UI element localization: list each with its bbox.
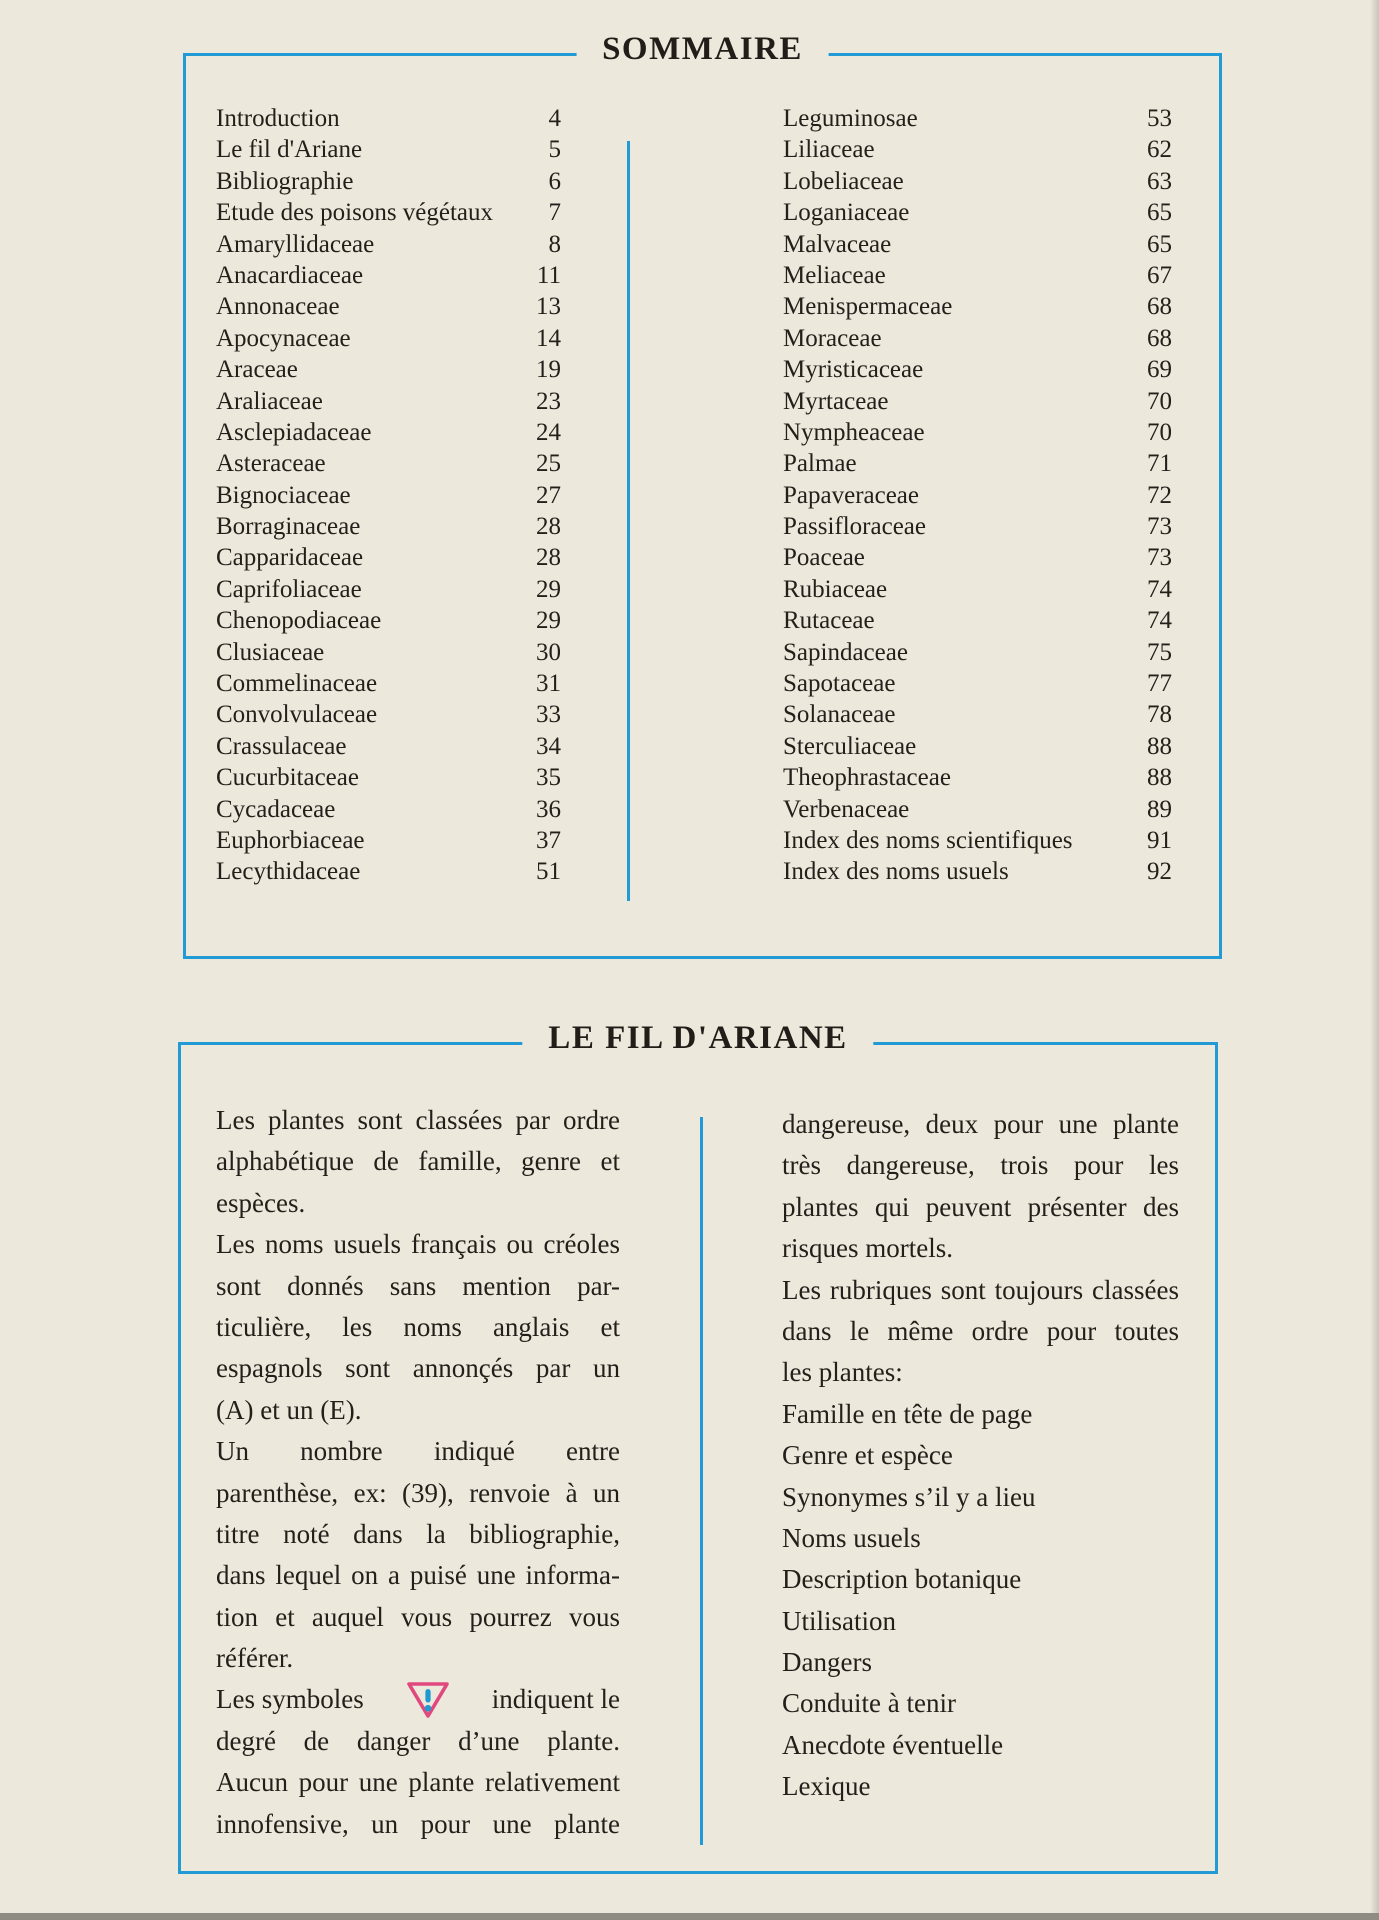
toc-entry: [783, 354, 1172, 385]
sommaire-title: SOMMAIRE: [576, 31, 829, 68]
toc-entry-page-number: 37: [536, 826, 561, 854]
column-divider: [627, 141, 630, 901]
toc-entry: [216, 605, 561, 636]
toc-entry-page-number: 74: [1147, 575, 1172, 603]
toc-entry: [216, 386, 561, 417]
toc-entry: [783, 417, 1172, 448]
toc-entry-label: Lobeliaceae: [783, 167, 904, 195]
toc-entry-page-number: 88: [1147, 732, 1172, 760]
toc-entry-page-number: 14: [536, 324, 561, 352]
toc-entry: [216, 856, 561, 887]
toc-entry-page-number: 4: [548, 105, 561, 132]
toc-entry: [783, 668, 1172, 699]
toc-entry: [783, 637, 1172, 668]
toc-entry-label: Anacardiaceae: [216, 261, 364, 289]
toc-entry-label: Convolvulaceae: [216, 701, 378, 729]
toc-entry-page-number: 25: [536, 450, 561, 478]
toc-entry: [783, 574, 1172, 605]
column-divider: [700, 1117, 703, 1845]
toc-entry: [783, 134, 1172, 165]
toc-entry-page-number: 68: [1147, 293, 1172, 321]
toc-entry: [783, 229, 1172, 260]
toc-entry: [783, 480, 1172, 511]
toc-entry-label: Solanaceae: [783, 701, 896, 729]
toc-entry: [783, 699, 1172, 730]
toc-entry-label: Euphorbiaceae: [216, 826, 365, 854]
text-line: Anecdote éventuelle: [782, 1729, 1004, 1760]
toc-entry-label: Caprifoliaceae: [216, 575, 362, 603]
toc-entry-label: Cucurbitaceae: [216, 764, 359, 792]
text-line: Les rubriques sont toujours classées: [782, 1274, 1179, 1305]
toc-entry: [216, 417, 561, 448]
toc-entry-label: Cycadaceae: [216, 795, 336, 823]
toc-entry-label: Theophrastaceae: [783, 764, 951, 792]
fil-dariane-title: LE FIL D'ARIANE: [522, 1020, 873, 1057]
toc-entry-label: Apocynaceae: [216, 324, 351, 352]
text-line: les plantes:: [782, 1357, 903, 1388]
toc-entry-page-number: 72: [1147, 481, 1172, 509]
toc-entry-label: Amaryllidaceae: [216, 230, 375, 258]
toc-entry: [216, 197, 561, 228]
toc-entry: [783, 260, 1172, 291]
toc-entry-page-number: 71: [1147, 450, 1172, 478]
text-line: Noms usuels: [782, 1522, 921, 1553]
text-line: tion et auquel vous pourrez vous: [216, 1601, 620, 1632]
toc-entry: [783, 794, 1172, 825]
toc-entry: [216, 794, 561, 825]
toc-entry-label: Malvaceae: [783, 230, 892, 258]
toc-entry-page-number: 68: [1147, 324, 1172, 352]
toc-entry-page-number: 5: [548, 136, 561, 164]
toc-entry-label: Araliaceae: [216, 387, 323, 415]
text-line: alphabétique de famille, genre et: [216, 1146, 620, 1177]
toc-entry: [783, 291, 1172, 322]
text-line: (A) et un (E).: [216, 1394, 362, 1425]
toc-entry-page-number: 11: [536, 261, 561, 289]
toc-entry: [783, 542, 1172, 573]
toc-entry-label: Menispermaceae: [783, 293, 953, 321]
toc-entry-page-number: 30: [536, 638, 561, 666]
sommaire-left-column: [216, 103, 561, 888]
text-line: espagnols sont annonçés par un: [216, 1353, 620, 1384]
toc-entry-page-number: 13: [536, 293, 561, 321]
toc-entry-label: Myrtaceae: [783, 387, 889, 415]
toc-entry-page-number: 29: [536, 607, 561, 635]
toc-entry: [783, 103, 1172, 134]
toc-entry-page-number: 23: [536, 387, 561, 415]
text-line: risques mortels.: [782, 1233, 953, 1264]
toc-entry-label: Leguminosae: [783, 105, 918, 132]
toc-entry: [216, 229, 561, 260]
toc-entry: [216, 542, 561, 573]
toc-entry: [216, 699, 561, 730]
toc-entry-page-number: 33: [536, 701, 561, 729]
toc-entry-label: Crassulaceae: [216, 732, 347, 760]
text-line: Utilisation: [782, 1605, 896, 1636]
text-line: dans le même ordre pour toutes: [782, 1315, 1179, 1346]
toc-entry-label: Sterculiaceae: [783, 732, 917, 760]
toc-entry-page-number: 31: [536, 670, 561, 698]
text-line: Aucun pour une plante relativement: [216, 1767, 620, 1798]
toc-entry-page-number: 78: [1147, 701, 1172, 729]
toc-entry-label: Papaveraceae: [783, 481, 919, 509]
toc-entry-label: Araceae: [216, 356, 298, 384]
text-line: très dangereuse, trois pour les: [782, 1150, 1179, 1181]
text-segment: Les symboles: [216, 1684, 364, 1715]
toc-entry-label: Le fil d'Ariane: [216, 136, 363, 164]
text-line-with-danger-symbol: [216, 1679, 620, 1720]
toc-entry-label: Meliaceae: [783, 261, 886, 289]
toc-entry-page-number: 91: [1147, 826, 1172, 854]
toc-entry-label: Lecythidaceae: [216, 858, 361, 886]
toc-entry: [783, 762, 1172, 793]
toc-entry-label: Verbenaceae: [783, 795, 910, 823]
text-line: Un nombre indiqué entre: [216, 1436, 620, 1467]
toc-entry: [783, 856, 1172, 887]
toc-entry: [216, 762, 561, 793]
toc-entry: [216, 511, 561, 542]
toc-entry-page-number: 77: [1147, 670, 1172, 698]
toc-entry: [783, 448, 1172, 479]
toc-entry: [783, 731, 1172, 762]
text-line: Les noms usuels français ou créoles: [216, 1229, 620, 1260]
text-line: innofensive, un pour une plante: [216, 1808, 620, 1839]
toc-entry-label: Loganiaceae: [783, 199, 910, 227]
text-line: référer.: [216, 1643, 294, 1674]
toc-entry-label: Commelinaceae: [216, 670, 378, 698]
toc-entry-label: Index des noms usuels: [783, 858, 1009, 886]
text-line: dans lequel on a puisé une informa-: [216, 1560, 620, 1591]
toc-entry: [783, 386, 1172, 417]
toc-entry-page-number: 35: [536, 764, 561, 792]
toc-entry-label: Introduction: [216, 105, 340, 132]
toc-entry: [216, 134, 561, 165]
toc-entry: [216, 637, 561, 668]
toc-entry-label: Rubiaceae: [783, 575, 888, 603]
text-line: Lexique: [782, 1771, 871, 1802]
toc-entry-page-number: 88: [1147, 764, 1172, 792]
toc-entry-page-number: 8: [548, 230, 561, 258]
text-line: degré de danger d’une plante.: [216, 1725, 620, 1756]
toc-entry-page-number: 69: [1147, 356, 1172, 384]
toc-entry: [783, 166, 1172, 197]
text-line: dangereuse, deux pour une plante: [782, 1109, 1179, 1139]
sommaire-section: [183, 31, 1222, 959]
toc-entry-label: Chenopodiaceae: [216, 607, 382, 635]
toc-entry-page-number: 74: [1147, 607, 1172, 635]
toc-entry-label: Moraceae: [783, 324, 882, 352]
toc-entry: [216, 480, 561, 511]
sommaire-right-column: [783, 103, 1172, 888]
text-line: Famille en tête de page: [782, 1398, 1033, 1429]
toc-entry: [216, 448, 561, 479]
toc-entry-page-number: 19: [536, 356, 561, 384]
toc-entry: [783, 605, 1172, 636]
toc-entry-page-number: 75: [1147, 638, 1172, 666]
toc-entry-page-number: 53: [1147, 105, 1172, 132]
text-line: Conduite à tenir: [782, 1688, 956, 1719]
toc-entry-page-number: 7: [548, 199, 561, 227]
toc-entry-label: Index des noms scientifiques: [783, 826, 1073, 854]
toc-entry-page-number: 27: [536, 481, 561, 509]
text-line: Synonymes s’il y a lieu: [782, 1481, 1036, 1512]
toc-entry: [783, 825, 1172, 856]
toc-entry: [216, 260, 561, 291]
toc-entry: [783, 197, 1172, 228]
toc-entry-page-number: 65: [1147, 199, 1172, 227]
toc-entry-page-number: 73: [1147, 544, 1172, 572]
text-line: espèces.: [216, 1187, 306, 1218]
text-line: titre noté dans la bibliographie,: [216, 1518, 620, 1549]
toc-entry-page-number: 73: [1147, 513, 1172, 541]
toc-entry-page-number: 28: [536, 544, 561, 572]
toc-entry-label: Passifloraceae: [783, 513, 926, 541]
toc-entry-page-number: 36: [536, 795, 561, 823]
toc-entry-page-number: 70: [1147, 418, 1172, 446]
scan-edge-artifact: [0, 1913, 1379, 1920]
toc-entry-label: Sapotaceae: [783, 670, 896, 698]
text-line: Description botanique: [782, 1564, 1022, 1595]
toc-entry-page-number: 34: [536, 732, 561, 760]
toc-entry-page-number: 65: [1147, 230, 1172, 258]
text-line: Genre et espèce: [782, 1440, 953, 1471]
toc-entry-label: Asteraceae: [216, 450, 326, 478]
text-line: Dangers: [782, 1647, 872, 1678]
toc-entry: [216, 291, 561, 322]
toc-entry: [216, 166, 561, 197]
toc-entry-label: Clusiaceae: [216, 638, 325, 666]
toc-entry-label: Asclepiadaceae: [216, 418, 372, 446]
toc-entry-page-number: 63: [1147, 167, 1172, 195]
text-line: parenthèse, ex: (39), renvoie à un: [216, 1477, 620, 1508]
toc-entry-label: Liliaceae: [783, 136, 875, 164]
toc-entry-label: Bignociaceae: [216, 481, 351, 509]
toc-entry-page-number: 6: [548, 167, 561, 195]
toc-entry: [783, 323, 1172, 354]
toc-entry: [216, 825, 561, 856]
toc-entry: [216, 323, 561, 354]
text-segment: indiquent le: [491, 1684, 620, 1715]
toc-entry: [216, 574, 561, 605]
toc-entry-page-number: 89: [1147, 795, 1172, 823]
toc-entry-page-number: 51: [536, 858, 561, 886]
toc-entry: [216, 731, 561, 762]
toc-entry-page-number: 28: [536, 513, 561, 541]
toc-entry-page-number: 62: [1147, 136, 1172, 164]
toc-entry-label: Poaceae: [783, 544, 865, 572]
text-line: ticulière, les noms anglais et: [216, 1311, 620, 1342]
toc-entry-label: Annonaceae: [216, 293, 340, 321]
text-line: plantes qui peuvent présenter des: [782, 1191, 1179, 1222]
toc-entry: [216, 354, 561, 385]
toc-entry-page-number: 29: [536, 575, 561, 603]
danger-triangle-icon: [405, 1680, 451, 1720]
scan-edge-artifact: [1370, 0, 1379, 1920]
toc-entry-label: Etude des poisons végétaux: [216, 199, 494, 227]
toc-entry-label: Nympheaceae: [783, 418, 925, 446]
toc-entry-label: Bibliographie: [216, 167, 354, 195]
toc-entry: [783, 511, 1172, 542]
toc-entry-page-number: 92: [1147, 858, 1172, 886]
toc-entry-label: Myristicaceae: [783, 356, 924, 384]
text-line: sont donnés sans mention par-: [216, 1270, 620, 1301]
toc-entry-label: Rutaceae: [783, 607, 875, 635]
toc-entry-label: Palmae: [783, 450, 857, 478]
fil-dariane-right-column: [782, 1104, 1179, 1808]
toc-entry: [216, 103, 561, 134]
toc-entry: [216, 668, 561, 699]
toc-entry-label: Capparidaceae: [216, 544, 364, 572]
toc-entry-page-number: 67: [1147, 261, 1172, 289]
text-line: Les plantes sont classées par ordre: [216, 1105, 620, 1135]
toc-entry-page-number: 70: [1147, 387, 1172, 415]
fil-dariane-left-column: [216, 1100, 620, 1845]
toc-entry-label: Sapindaceae: [783, 638, 908, 666]
fil-dariane-section: [178, 1020, 1218, 1874]
toc-entry-label: Borraginaceae: [216, 513, 361, 541]
toc-entry-page-number: 24: [536, 418, 561, 446]
